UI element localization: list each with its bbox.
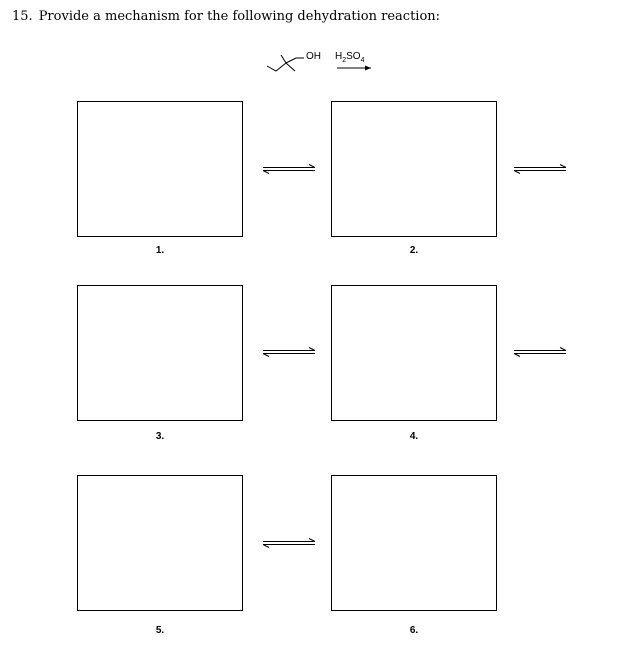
step-label-1: 1.: [155, 245, 165, 256]
equilibrium-arrow: [513, 347, 567, 357]
step-label-2: 2.: [409, 245, 419, 256]
equilibrium-arrow: [262, 164, 316, 174]
hydroxyl-label: OH: [306, 51, 321, 62]
equilibrium-arrow: [513, 164, 567, 174]
step-label-4: 4.: [409, 431, 419, 442]
equilibrium-arrow: [262, 347, 316, 357]
step-label-5: 5.: [155, 625, 165, 636]
equilibrium-arrow: [262, 538, 316, 548]
question-text: Provide a mechanism for the following dehydration reaction:: [38, 9, 441, 24]
answer-box-4[interactable]: [331, 285, 497, 421]
answer-box-3[interactable]: [77, 285, 243, 421]
answer-box-5[interactable]: [77, 475, 243, 611]
step-label-6: 6.: [409, 625, 419, 636]
step-label-3: 3.: [155, 431, 165, 442]
reaction-scheme: [264, 47, 384, 79]
reactant-skeletal-structure: [264, 47, 384, 79]
answer-box-2[interactable]: [331, 101, 497, 237]
answer-box-6[interactable]: [331, 475, 497, 611]
question-number: 15.: [12, 9, 33, 24]
reagent-label: $H_2SO_4$: [335, 51, 365, 64]
answer-box-1[interactable]: [77, 101, 243, 237]
question-prompt: [12, 9, 440, 24]
